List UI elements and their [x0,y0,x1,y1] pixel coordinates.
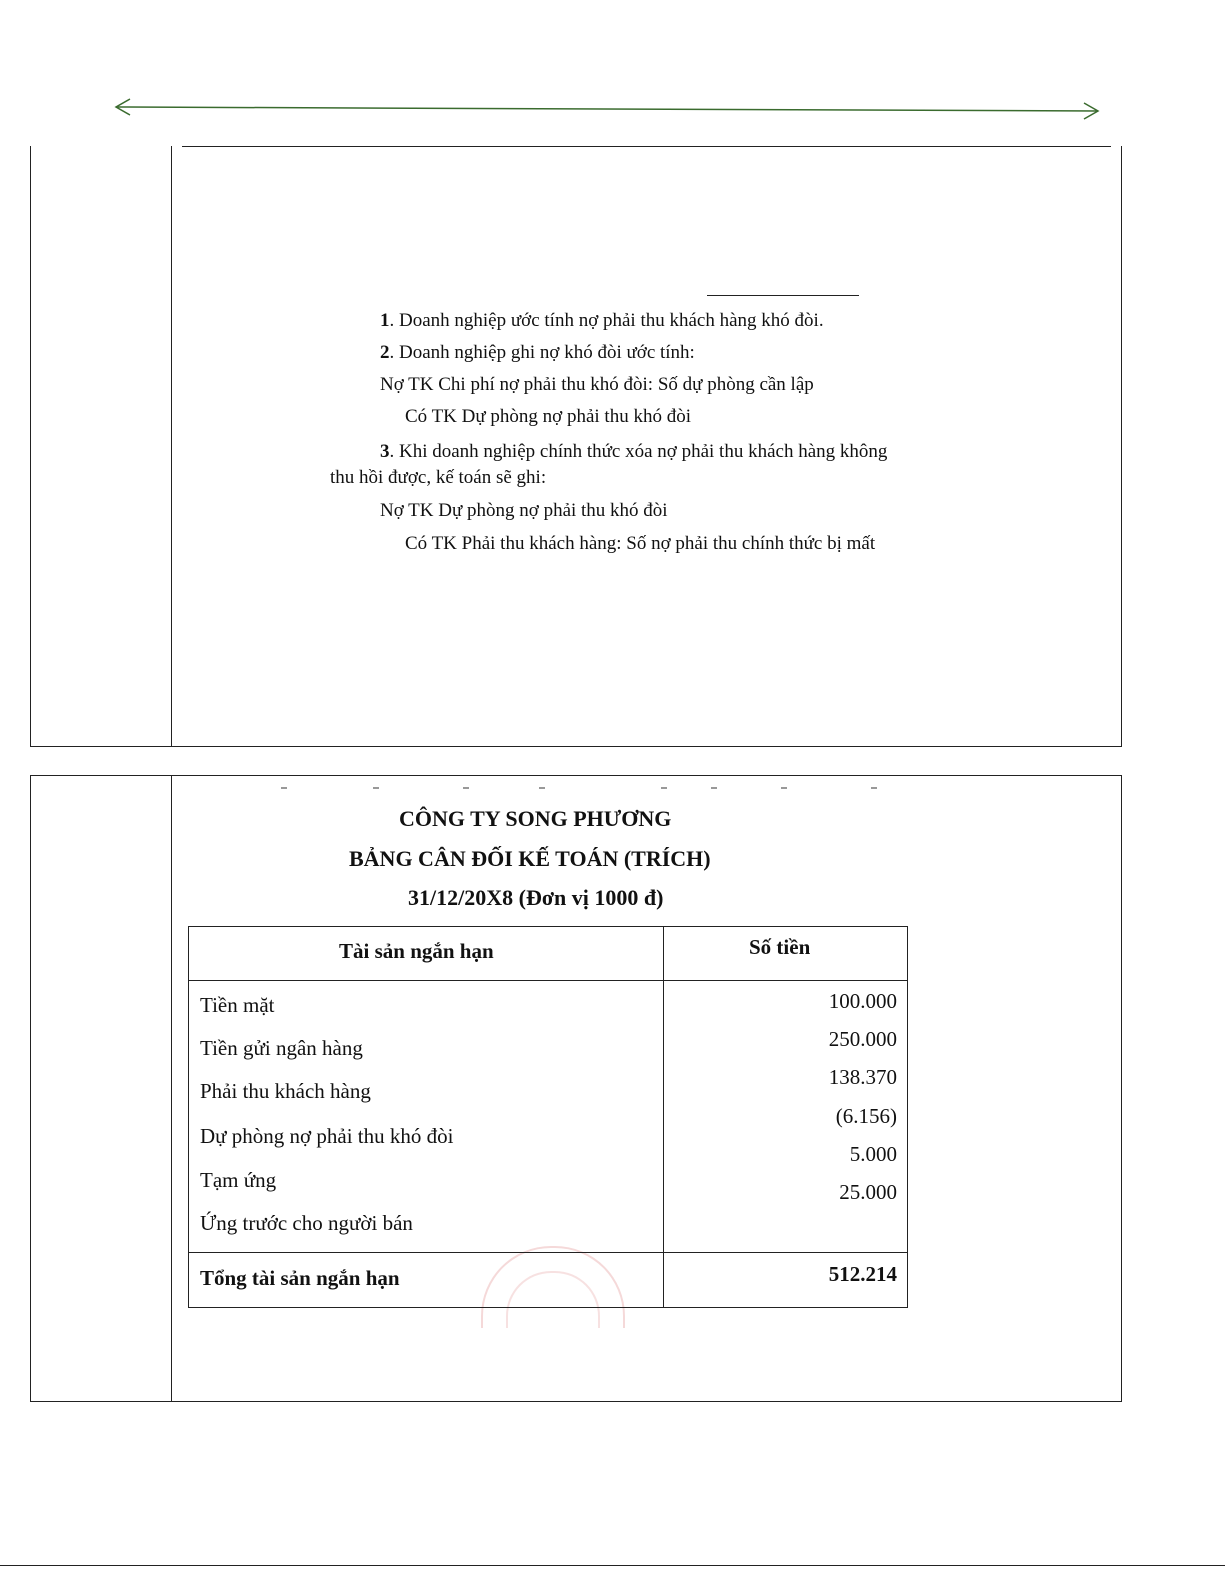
entry-line-4: Có TK Dự phòng nợ phải thu khó đòi [405,406,691,427]
header-item: Tài sản ngắn hạn [339,939,494,963]
table-header-rule [189,980,907,981]
entry-line-8: Có TK Phải thu khách hàng: Số nợ phải thu chính thức bị mất [405,533,876,554]
item-row: Phải thu khách hàng [200,1079,371,1103]
amount-cell: 25.000 [839,1180,897,1204]
header-amount: Số tiền [749,935,811,959]
table-column-rule [663,927,664,1307]
item-row: Tạm ứng [200,1168,277,1192]
amount-cell: 100.000 [828,989,897,1013]
entry-line-2: 2. Doanh nghiệp ghi nợ khó đòi ước tính: [380,342,695,363]
column-divider [171,776,172,1401]
entries-frame [30,146,1122,747]
report-date-unit: 31/12/20X8 (Đơn vị 1000 đ) [408,885,664,910]
amount-cell: (6.156) [835,1104,897,1128]
amount-cell: 138.370 [828,1065,897,1089]
total-label: Tổng tài sản ngắn hạn [200,1266,400,1290]
double-headed-arrow-icon [0,0,1225,140]
item-row: Dự phòng nợ phải thu khó đòi [200,1124,454,1148]
entry-line-1: 1. Doanh nghiệp ước tính nợ phải thu khách hàng khó đòi. [380,310,824,331]
amount-cell: 250.000 [828,1027,897,1051]
faded-dots [281,787,891,791]
page-bottom-rule [0,1565,1225,1566]
total-amount: 512.214 [828,1262,897,1286]
entry-line-3: Nợ TK Chi phí nợ phải thu khó đòi: Số dự phòng cần lập [380,374,814,395]
company-name: CÔNG TY SONG PHƯƠNG [399,806,672,831]
column-divider [171,146,172,746]
top-rule [182,146,1111,147]
amount-cell: 5.000 [849,1142,897,1166]
balance-sheet-frame [30,775,1122,1402]
balance-sheet-table [188,926,908,1308]
entry-line-7: Nợ TK Dự phòng nợ phải thu khó đòi [380,500,668,521]
entry-line-5: 3. Khi doanh nghiệp chính thức xóa nợ phải thu khách hàng không [380,441,888,462]
item-row: Tiền gửi ngân hàng [200,1036,363,1060]
item-row: Tiền mặt [200,993,275,1017]
entry-line-6: thu hồi được, kế toán sẽ ghi: [330,467,547,488]
table-total-rule [189,1252,907,1253]
report-title: BẢNG CÂN ĐỐI KẾ TOÁN (TRÍCH) [349,846,711,871]
item-row: Ứng trước cho người bán [200,1211,413,1235]
short-rule [707,295,859,296]
